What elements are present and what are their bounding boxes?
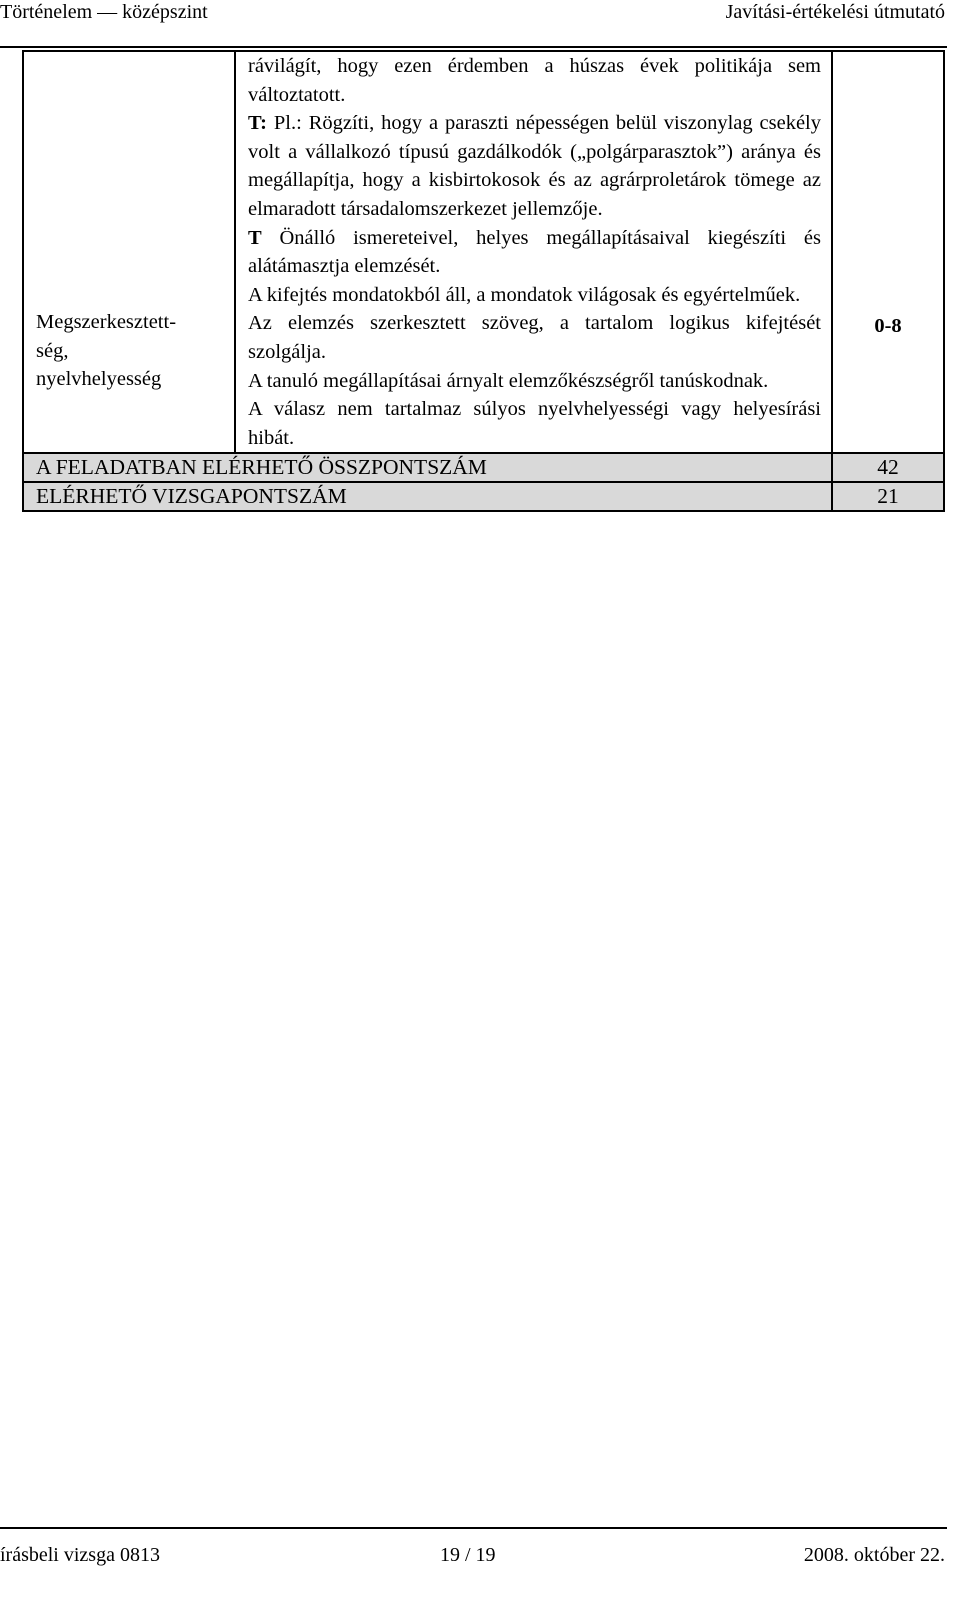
page-footer: [0, 1543, 945, 1573]
score-cell: [832, 51, 944, 453]
criterion-cell: [23, 51, 235, 453]
description-paragraph: [248, 109, 821, 223]
description-paragraph: A válasz nem tartalmaz súlyos nyelvhelyességi vagy helyesírási hibát.: [248, 398, 821, 449]
page-header: [0, 0, 945, 30]
criterion-line: ség,: [36, 339, 69, 362]
header-document-title: Javítási-értékelési útmutató: [725, 1, 945, 23]
total-row: [23, 453, 944, 482]
description-paragraph: A kifejtés mondatokból áll, a mondatok világosak és egyértelműek.: [248, 283, 801, 306]
total-value: 21: [832, 482, 944, 511]
footer-page-number: 19 / 19: [440, 1544, 496, 1566]
criterion-line: Megszerkesztett-: [36, 311, 177, 333]
header-divider: [0, 46, 947, 48]
total-row: [23, 482, 944, 511]
description-paragraph: Az elemzés szerkesztett szöveg, a tartalom logikus kifejtését szolgálja.: [248, 312, 821, 363]
score-value: 0-8: [874, 315, 902, 337]
header-subject: Történelem — középszint: [0, 1, 208, 23]
description-paragraph: A tanuló megállapításai árnyalt elemzőkészségről tanúskodnak.: [248, 369, 769, 392]
criterion-line: nyelvhelyesség: [36, 368, 162, 391]
description-text: Pl.: Rögzíti, hogy a paraszti népességen belül viszonylag csekély volt a vállalkozó típusú gazdálkodók („polgárparasztok”) aránya és megállapítja, hogy a kisbirtokosok és az agrárproletárok tömege az elmaradott társadalomszerkezet jellemzője.: [248, 112, 821, 220]
footer-exam-code: írásbeli vizsga 0813: [0, 1544, 160, 1566]
table-row: [23, 51, 944, 453]
total-value: 42: [832, 453, 944, 482]
description-paragraph: [248, 224, 821, 281]
footer-divider: [0, 1527, 947, 1529]
description-cell: [235, 51, 832, 453]
footer-date: 2008. október 22.: [803, 1544, 945, 1566]
grading-table: [22, 50, 945, 512]
task-marker: T: [248, 226, 262, 249]
total-label: A FELADATBAN ELÉRHETŐ ÖSSZPONTSZÁM: [23, 453, 832, 482]
task-marker: T:: [248, 112, 267, 135]
total-label: ELÉRHETŐ VIZSGAPONTSZÁM: [23, 482, 832, 511]
description-text: Önálló ismereteivel, helyes megállapításaival kiegészíti és alátámasztja elemzését.: [248, 226, 821, 278]
description-paragraph: rávilágít, hogy ezen érdemben a húszas évek politikája sem változtatott.: [248, 55, 821, 106]
